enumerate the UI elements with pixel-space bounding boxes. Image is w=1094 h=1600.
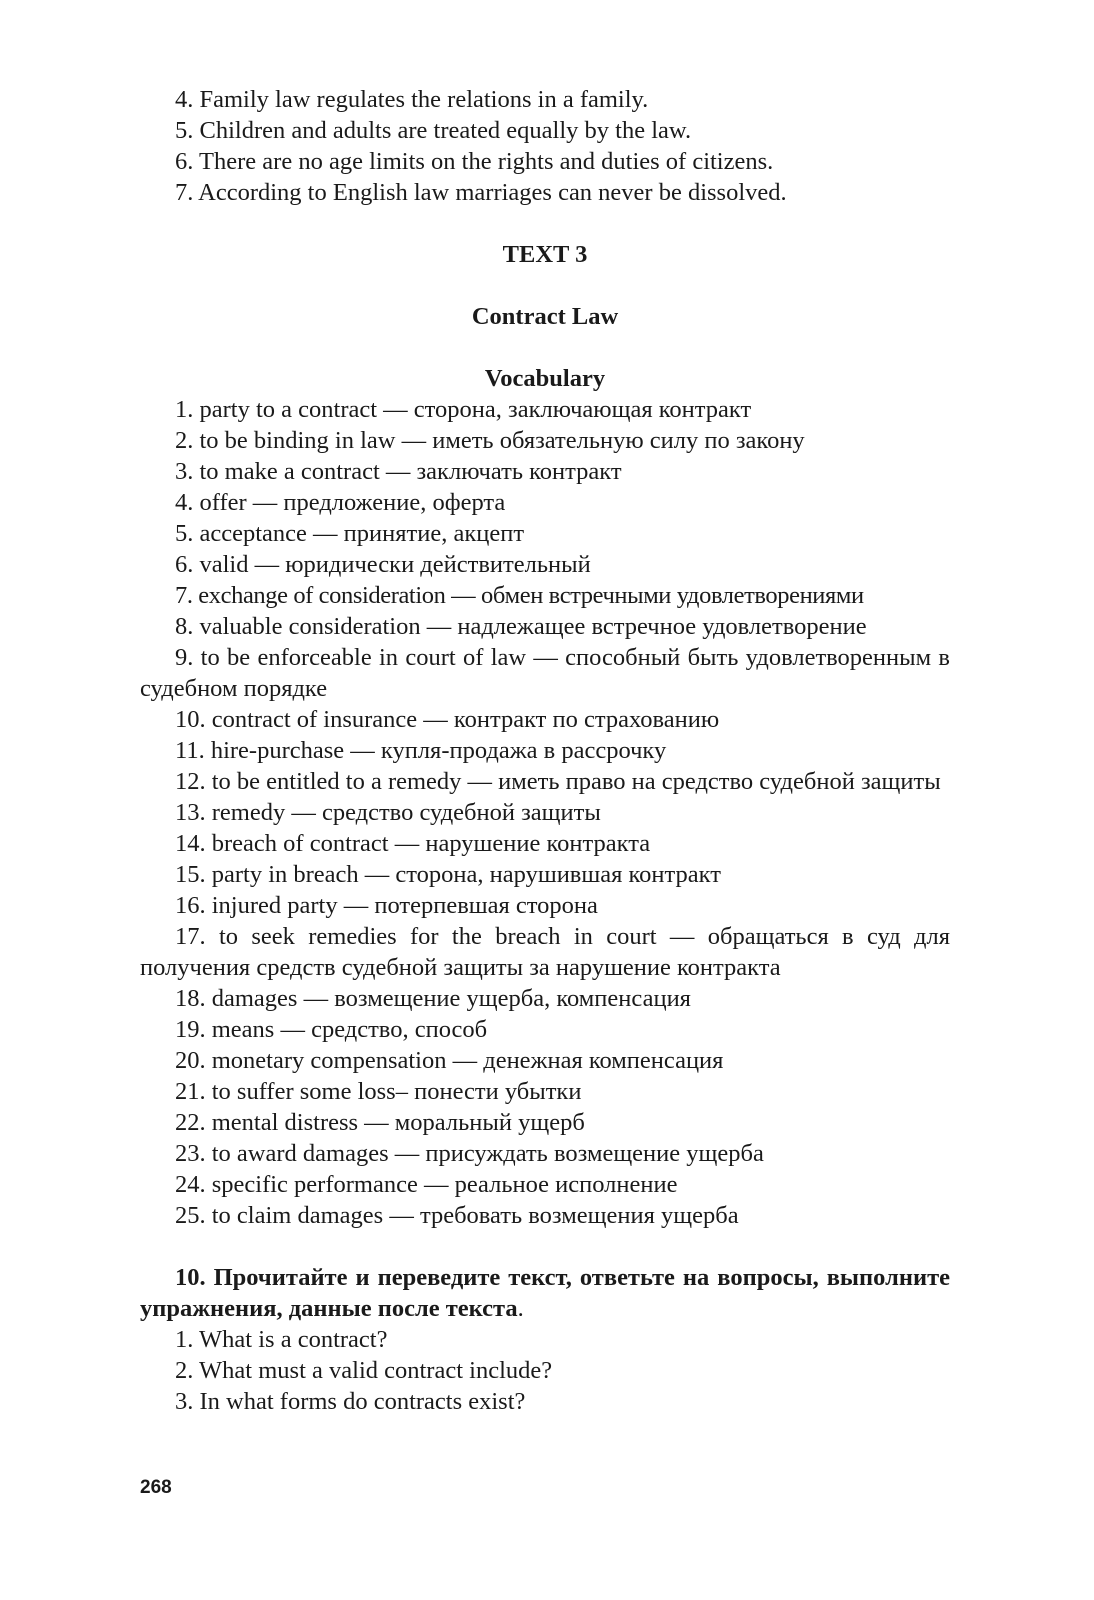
- vocabulary-item: 5. acceptance — принятие, акцепт: [175, 520, 525, 547]
- question-item: 1. What is a contract?: [175, 1326, 388, 1353]
- vocabulary-item: 20. monetary compensation — денежная компенсация: [175, 1047, 724, 1074]
- vocabulary-item: 19. means — средство, способ: [175, 1016, 488, 1043]
- task-instruction-bold: 10. Прочитайте и переведите текст, ответьте на вопросы, выполните упражнения, данные после текста: [140, 1264, 950, 1322]
- vocabulary-item: 10. contract of insurance — контракт по страхованию: [175, 706, 720, 733]
- task-instruction: [140, 1262, 950, 1324]
- top-list: [140, 84, 950, 208]
- vocabulary-item: 24. specific performance — реальное исполнение: [175, 1171, 678, 1198]
- vocabulary-item: 12. to be entitled to a remedy — иметь право на средство судебной защиты: [175, 768, 941, 795]
- vocabulary-item: 6. valid — юридически действительный: [175, 551, 591, 578]
- vocabulary-item: 3. to make a contract — заключать контракт: [175, 458, 622, 485]
- list-item: 5. Children and adults are treated equally by the law.: [175, 117, 692, 144]
- questions-list: [140, 1324, 950, 1417]
- list-item: 7. According to English law marriages can never be dissolved.: [175, 179, 787, 206]
- vocabulary-heading: Vocabulary: [484, 365, 606, 392]
- question-item: 3. In what forms do contracts exist?: [175, 1388, 526, 1415]
- vocabulary-item: 7. exchange of consideration — обмен встречными удовлетворениями: [175, 582, 864, 609]
- section-title: Contract Law: [471, 303, 619, 330]
- page-number: 268: [140, 1477, 172, 1498]
- vocabulary-item: 13. remedy — средство судебной защиты: [175, 799, 601, 826]
- vocabulary-item: 2. to be binding in law — иметь обязательную силу по закону: [175, 427, 805, 454]
- list-item: 6. There are no age limits on the rights and duties of citizens.: [175, 148, 774, 175]
- vocabulary-item: 11. hire-purchase — купля-продажа в рассрочку: [175, 737, 667, 764]
- vocabulary-item: 4. offer — предложение, оферта: [175, 489, 506, 516]
- vocabulary-item: 15. party in breach — сторона, нарушившая контракт: [175, 861, 721, 888]
- vocabulary-item: 25. to claim damages — требовать возмещения ущерба: [175, 1202, 739, 1229]
- list-item: 4. Family law regulates the relations in a family.: [175, 86, 649, 113]
- vocabulary-item: 23. to award damages — присуждать возмещение ущерба: [175, 1140, 764, 1167]
- task-instruction-tail: .: [517, 1295, 524, 1322]
- vocabulary-item: 21. to suffer some loss– понести убытки: [175, 1078, 582, 1105]
- vocabulary-item: 16. injured party — потерпевшая сторона: [175, 892, 598, 919]
- text-heading: TEXT 3: [502, 241, 588, 268]
- question-item: 2. What must a valid contract include?: [175, 1357, 553, 1384]
- vocabulary-item: 17. to seek remedies for the breach in court — обращаться в суд для получения средств судебной защиты за нарушение контракта: [140, 923, 950, 981]
- vocabulary-item: 1. party to a contract — сторона, заключающая контракт: [175, 396, 752, 423]
- vocabulary-item: 8. valuable consideration — надлежащее встречное удовлетворение: [175, 613, 867, 640]
- page-content: [140, 84, 950, 1417]
- vocabulary-list: [140, 394, 950, 1231]
- vocabulary-item: 14. breach of contract — нарушение контракта: [175, 830, 651, 857]
- vocabulary-item: 18. damages — возмещение ущерба, компенсация: [175, 985, 691, 1012]
- vocabulary-item: 9. to be enforceable in court of law — способный быть удовлетворенным в судебном порядке: [140, 644, 950, 702]
- vocabulary-item: 22. mental distress — моральный ущерб: [175, 1109, 585, 1136]
